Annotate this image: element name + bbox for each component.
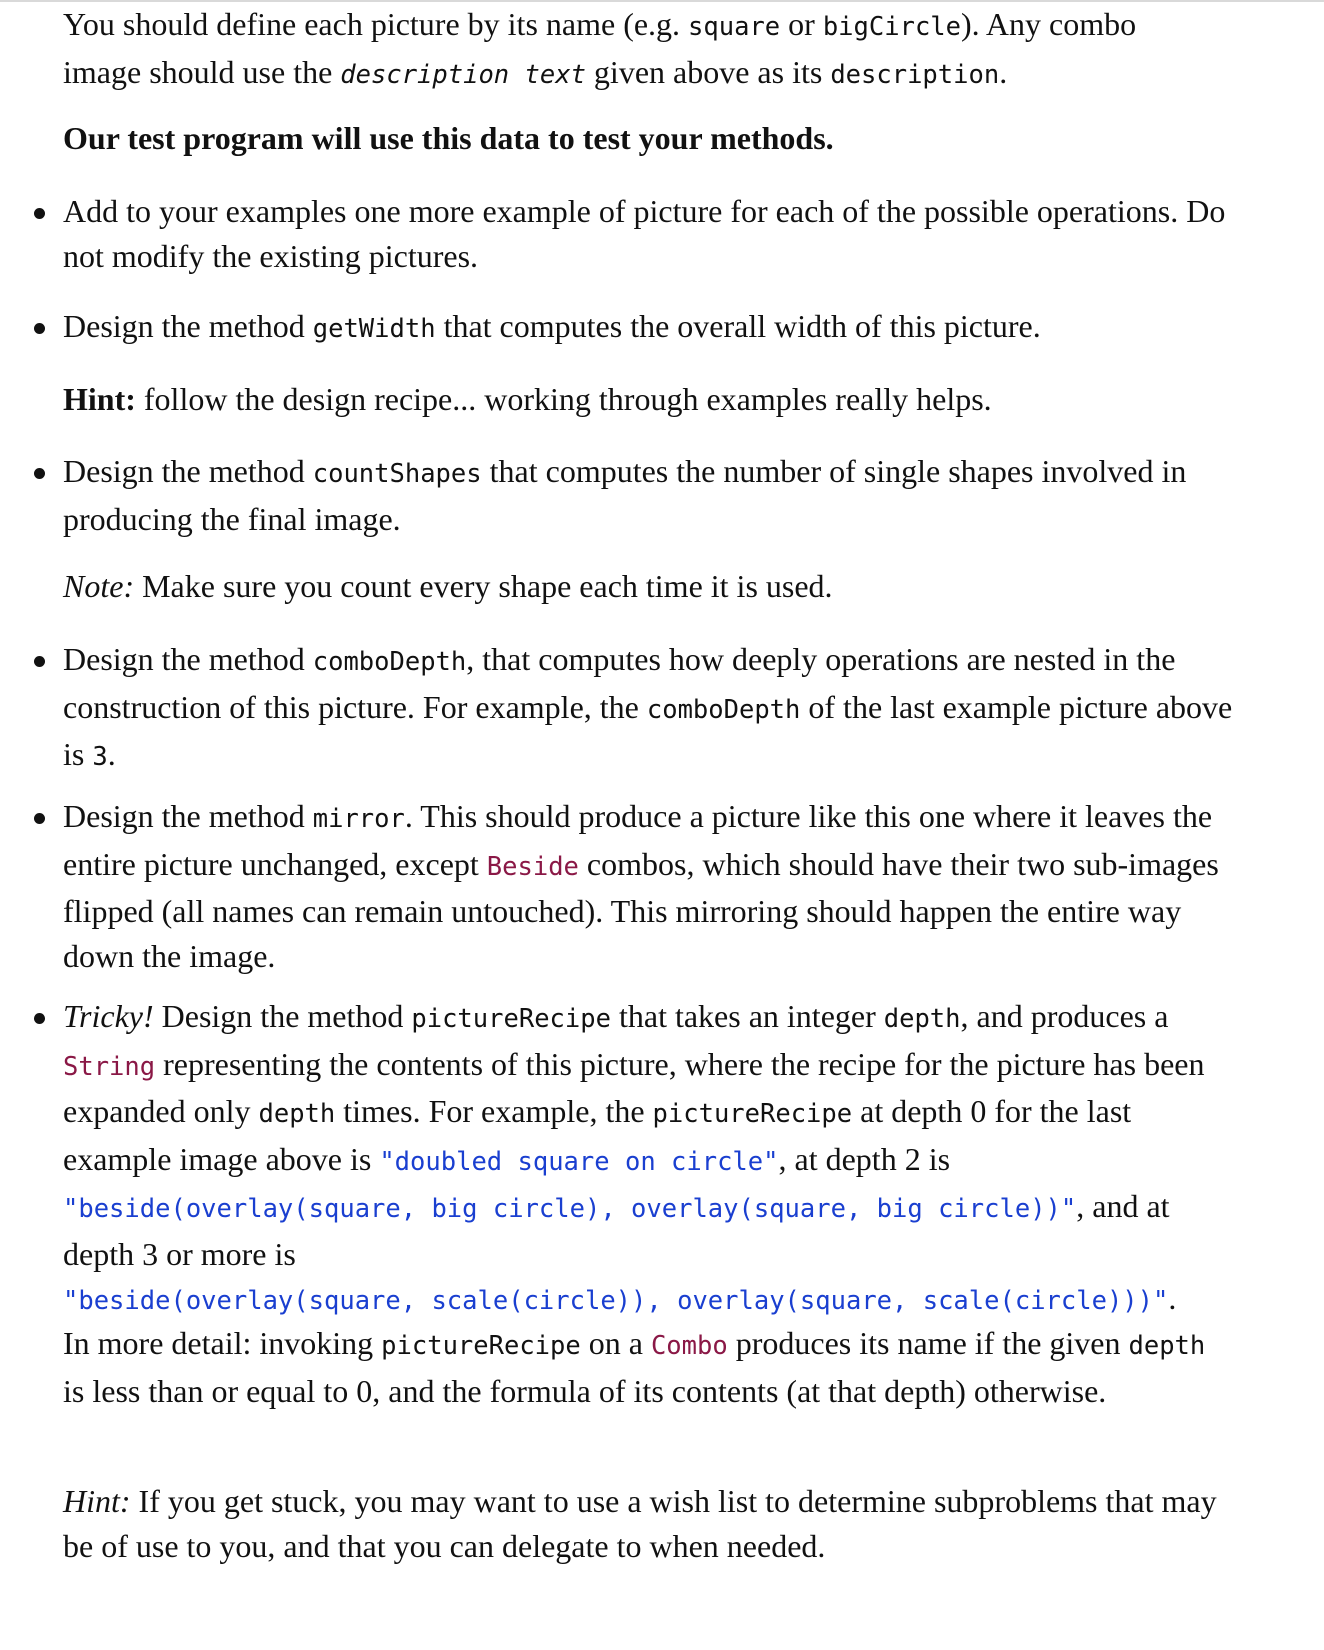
- code-bigcircle: bigCircle: [822, 12, 961, 42]
- test-note: [63, 116, 834, 161]
- code-depth: depth: [1128, 1331, 1206, 1361]
- code-square: square: [688, 12, 781, 42]
- code-string-depth0: "doubled square on circle": [379, 1146, 779, 1177]
- countshapes-note: [63, 564, 1233, 609]
- bullet-countshapes: [63, 449, 1233, 541]
- text: produces its name if the given: [727, 1325, 1129, 1361]
- text: that computes the number of single shapes involved in producing the final image.: [63, 453, 1187, 537]
- text: Design the method: [63, 308, 313, 344]
- text: .: [1168, 1280, 1177, 1316]
- code-beside: Beside: [486, 851, 579, 882]
- text: or: [780, 6, 823, 42]
- picturerecipe-hint: [63, 1479, 1233, 1568]
- code-three: 3: [92, 742, 108, 772]
- bullet-getwidth: [63, 304, 1233, 352]
- text: that computes the overall width of this picture.: [435, 308, 1041, 344]
- text: is less than or equal to 0, and the formula of its contents (at that depth) otherwise.: [63, 1372, 1107, 1409]
- text: .: [107, 736, 116, 772]
- bullet-mirror: [63, 794, 1233, 978]
- code-depth: depth: [258, 1099, 336, 1129]
- code-mirror: mirror: [312, 804, 405, 834]
- text: follow the design recipe... working through examples really helps.: [135, 381, 992, 417]
- text: .: [999, 53, 1008, 90]
- text: Design the method: [63, 641, 313, 677]
- code-string-type: String: [63, 1051, 156, 1082]
- code-picturerecipe: pictureRecipe: [381, 1331, 581, 1361]
- code-depth: depth: [883, 1004, 961, 1034]
- code-description: description: [830, 59, 1000, 90]
- text: Design the method: [63, 798, 313, 834]
- text: In more detail: invoking: [63, 1325, 382, 1361]
- tricky-label: Tricky!: [63, 998, 154, 1034]
- test-note-text: Our test program will use this data to test your methods.: [63, 120, 834, 156]
- text: combos, which should have their two sub-images flipped (all names can remain untouched). This mirroring should happen the entire way down the image.: [63, 845, 1219, 974]
- text: of the last example picture above is: [63, 688, 1233, 772]
- text: , and at depth 3 or more is: [63, 1188, 1170, 1272]
- text: on a: [580, 1325, 651, 1361]
- code-picturerecipe: pictureRecipe: [411, 1004, 611, 1034]
- text: Design the method: [153, 998, 412, 1034]
- text: , and produces a: [960, 998, 1169, 1034]
- note-label: Note:: [63, 568, 135, 604]
- getwidth-hint: [63, 377, 1233, 422]
- text: times. For example, the: [335, 1093, 653, 1129]
- text: , that computes how deeply operations are nested in the construction of this picture. For example, the: [63, 641, 1176, 725]
- code-string-depth3: "beside(overlay(square, scale(circle)), overlay(square, scale(circle)))": [63, 1286, 1169, 1316]
- code-description-text: description text: [340, 59, 586, 90]
- text: , at depth 2 is: [778, 1140, 951, 1177]
- code-combodepth: comboDepth: [312, 647, 467, 677]
- code-picturerecipe: pictureRecipe: [652, 1099, 853, 1129]
- code-countshapes: countShapes: [312, 459, 482, 489]
- hint-label: Hint:: [63, 1483, 131, 1519]
- code-combodepth: comboDepth: [646, 694, 801, 725]
- text: at depth 0 for the last example image above is: [63, 1093, 1132, 1177]
- bullet-add-examples: [63, 189, 1233, 278]
- intro-paragraph: [63, 2, 1173, 97]
- bullet-combodepth: [63, 637, 1233, 780]
- picturerecipe-detail: [63, 1321, 1233, 1413]
- text: that takes an integer: [610, 998, 884, 1034]
- text: given above as its: [585, 53, 831, 90]
- code-combo: Combo: [650, 1331, 728, 1361]
- text: Add to your examples one more example of picture for each of the possible operations. Do not modify the existing pictures.: [63, 193, 1226, 274]
- text: representing the contents of this picture, where the recipe for the picture has been expanded only: [63, 1045, 1205, 1129]
- text: You should define each picture by its name (e.g.: [63, 6, 689, 42]
- text: . This should produce a picture like this one where it leaves the entire picture unchanged, except: [63, 798, 1213, 882]
- text: If you get stuck, you may want to use a wish list to determine subproblems that may be of use to you, and that you can delegate to when needed.: [63, 1483, 1217, 1564]
- hint-label: Hint:: [63, 381, 136, 417]
- text: ). Any combo image should use the: [63, 6, 1137, 90]
- code-string-depth2: "beside(overlay(square, big circle), overlay(square, big circle))": [63, 1194, 1077, 1224]
- text: Make sure you count every shape each time it is used.: [134, 568, 833, 604]
- text: Design the method: [63, 453, 313, 489]
- code-getwidth: getWidth: [312, 314, 436, 344]
- bullet-picturerecipe: [63, 994, 1233, 1324]
